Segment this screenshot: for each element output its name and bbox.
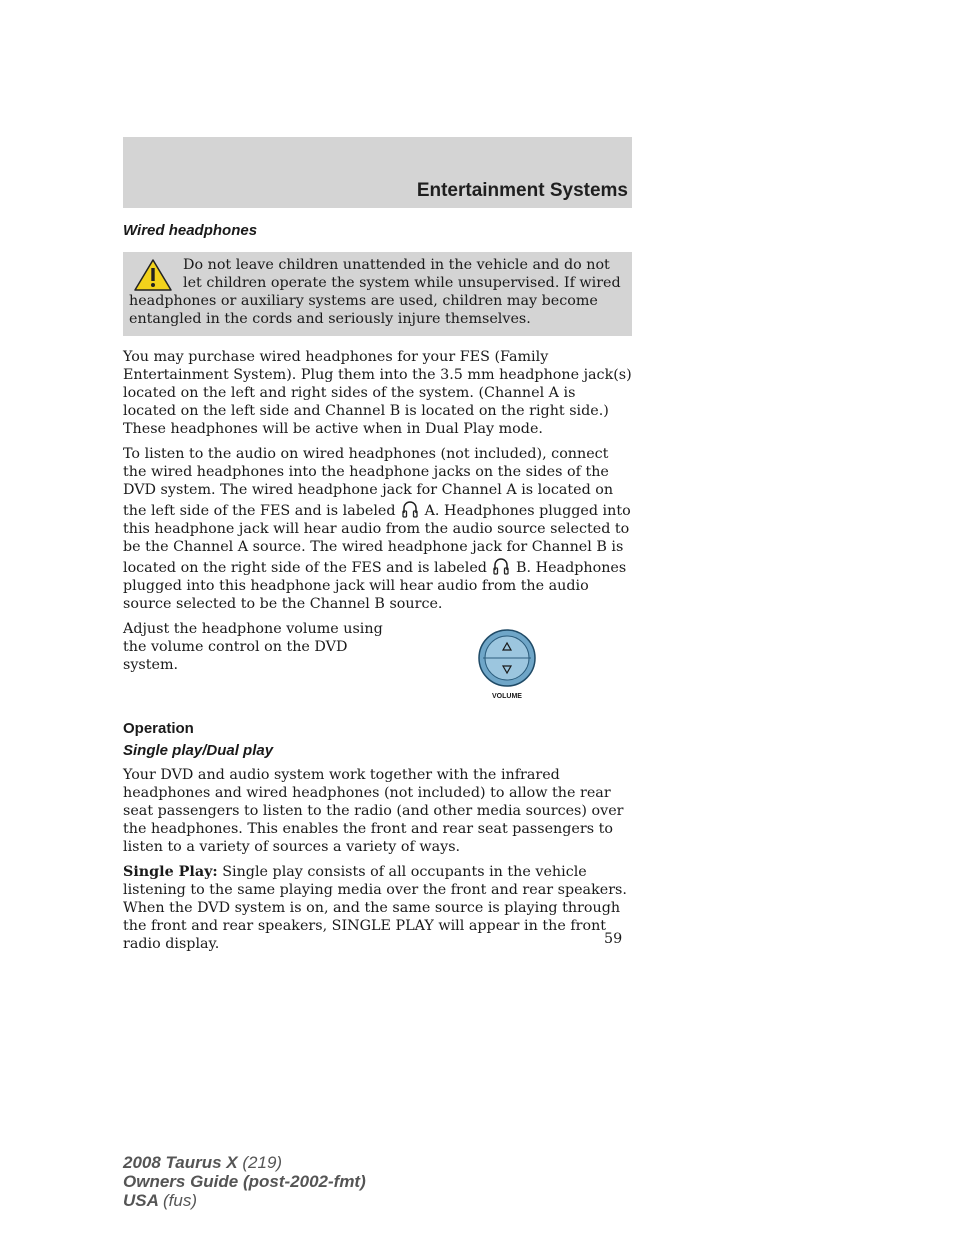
footer-model-code: (219): [242, 1153, 283, 1172]
document-footer: [123, 1153, 366, 1210]
section-header-band: [123, 137, 632, 208]
page-content: [123, 220, 632, 960]
paragraph-purchase: You may purchase wired headphones for your FES (Family Entertainment System). Plug them into the 3.5 mm headphone jack(s) located on the left and right sides of the system. (Channel A is located on the left side and Channel B is located on the right side.) These headphones will be active when in Dual Play mode.: [123, 349, 632, 437]
volume-row: [123, 620, 632, 712]
footer-line-2: Owners Guide (post-2002-fmt): [123, 1172, 366, 1191]
paragraph-single-play: [123, 863, 632, 953]
page-number: 59: [604, 931, 623, 947]
single-dual-heading: Single play/Dual play: [123, 742, 274, 759]
warning-triangle-icon: [133, 258, 173, 292]
section-title: Entertainment Systems: [416, 180, 628, 201]
wired-headphones-heading: Wired headphones: [123, 222, 258, 239]
volume-knob-icon: [475, 628, 539, 702]
headphone-icon: [493, 556, 509, 576]
paragraph-system: Your DVD and audio system work together with the infrared headphones and wired headphones (not included) to allow the rear seat passengers to listen to the radio (and other media sources) over the headphones. This enables the front and rear seat passengers to listen to a variety of sources a variety of ways.: [123, 767, 624, 855]
paragraph-channels: [123, 445, 632, 613]
footer-line-1: [123, 1153, 366, 1172]
channels-text-b: A. Headphones plugged into this headphone jack will hear audio from the audio source selected to be the Channel A source. The wired headphone jack for Channel B is located on the right side of the FES and is labeled: [123, 503, 631, 576]
paragraph-volume: Adjust the headphone volume using the volume control on the DVD system.: [123, 621, 383, 673]
channels-text-c: B. Headphones plugged into this headphone jack will hear audio from the audio source selected to be the Channel B source.: [123, 560, 627, 612]
single-play-text: Single play consists of all occupants in the vehicle listening to the same playing media over the front and rear speakers. When the DVD system is on, and the same source is playing through the front and rear speakers, SINGLE PLAY will appear in the front radio display.: [123, 864, 627, 952]
operation-heading: Operation: [123, 720, 194, 737]
volume-label: VOLUME: [492, 693, 522, 700]
footer-market: USA: [123, 1191, 159, 1210]
footer-line-3: [123, 1191, 366, 1210]
single-play-label: Single Play:: [123, 864, 218, 880]
warning-text: Do not leave children unattended in the vehicle and do not let children operate the system while unsupervised. If wired headphones or auxiliary systems are used, children may become entangled in the cords and seriously injure themselves.: [129, 257, 621, 327]
footer-market-code: (fus): [163, 1191, 197, 1210]
footer-model: 2008 Taurus X: [123, 1153, 238, 1172]
headphone-icon: [402, 499, 418, 519]
warning-box: [123, 252, 632, 336]
channels-text-a: To listen to the audio on wired headphones (not included), connect the wired headphones into the headphone jacks on the sides of the DVD system. The wired headphone jack for Channel A is located on the left side of the FES and is labeled: [123, 446, 614, 519]
